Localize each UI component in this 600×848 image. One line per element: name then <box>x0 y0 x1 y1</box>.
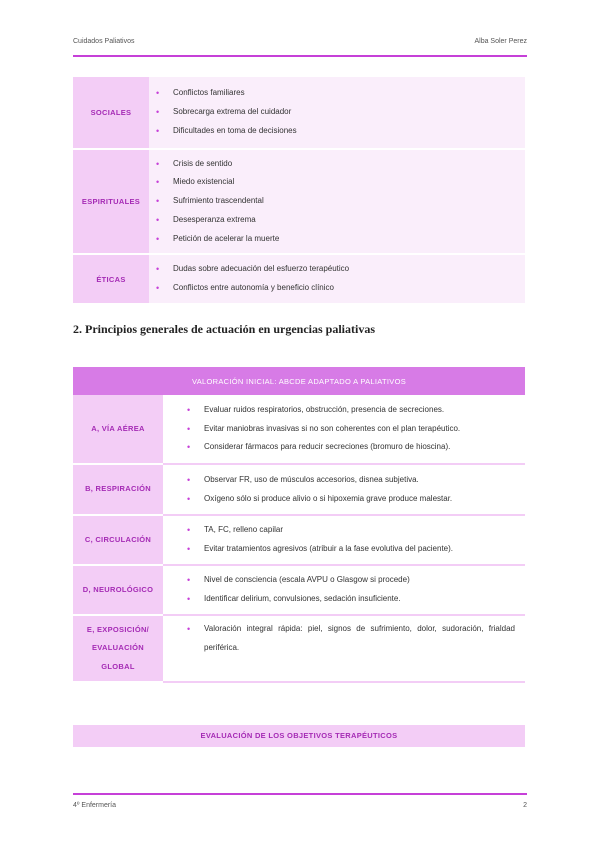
row-label <box>73 615 163 682</box>
list-item: • Identificar delirium, convulsiones, sedación insuficiente. <box>204 590 515 609</box>
list-item: • Sobrecarga extrema del cuidador <box>173 103 515 122</box>
row-content <box>163 565 525 615</box>
crisis-types-table <box>73 77 525 305</box>
list-item: • Miedo existencial <box>173 173 515 192</box>
row-content <box>163 464 525 515</box>
list-item: • Petición de acelerar la muerte <box>173 230 515 249</box>
list-item: • Oxígeno sólo si produce alivio o si hipoxemia grave produce malestar. <box>204 490 515 509</box>
row-content <box>163 615 525 682</box>
row-label-line: GLOBAL <box>101 661 135 671</box>
table-row <box>73 77 525 149</box>
row-label: ESPIRITUALES <box>73 149 149 254</box>
row-label: SOCIALES <box>73 77 149 149</box>
row-content <box>163 395 525 464</box>
table-row <box>73 515 525 565</box>
list-item: • Observar FR, uso de músculos accesorios, disnea subjetiva. <box>204 471 515 490</box>
row-content <box>163 515 525 565</box>
list-item: • Evitar tratamientos agresivos (atribuir a la fase evolutiva del paciente). <box>204 540 515 559</box>
list-item: • Valoración integral rápida: piel, signos de sufrimiento, dolor, sudoración, frialdad periférica. <box>204 620 515 658</box>
row-label: D, NEUROLÓGICO <box>73 565 163 615</box>
row-content <box>149 77 525 149</box>
table-header: VALORACIÓN INICIAL: ABCDE ADAPTADO A PALIATIVOS <box>73 367 525 395</box>
header-divider <box>73 55 527 57</box>
page-number: 2 <box>523 802 527 809</box>
row-label-line: E, EXPOSICIÓN/ <box>86 624 150 634</box>
list-item: • Dudas sobre adecuación del esfuerzo terapéutico <box>173 260 515 279</box>
table-row <box>73 615 525 682</box>
row-label: B, RESPIRACIÓN <box>73 464 163 515</box>
list-item: • Desesperanza extrema <box>173 211 515 230</box>
header-author: Alba Soler Perez <box>474 38 527 45</box>
row-content <box>149 149 525 254</box>
row-label: C, CIRCULACIÓN <box>73 515 163 565</box>
table-row <box>73 395 525 464</box>
table-row <box>73 565 525 615</box>
list-item: • Nivel de consciencia (escala AVPU o Glasgow si procede) <box>204 571 515 590</box>
footer-course: 4º Enfermería <box>73 802 117 809</box>
row-label: A, VÍA AÉREA <box>73 395 163 464</box>
list-item: • Evaluar ruidos respiratorios, obstrucción, presencia de secreciones. <box>204 401 515 420</box>
table-row <box>73 464 525 515</box>
section-title: 2. Principios generales de actuación en urgencias paliativas <box>73 322 375 336</box>
header-left-text: Cuidados Paliativos <box>73 38 135 45</box>
list-item: • TA, FC, relleno capilar <box>204 521 515 540</box>
row-label: ÉTICAS <box>73 254 149 304</box>
list-item: • Sufrimiento trascendental <box>173 192 515 211</box>
list-item: • Crisis de sentido <box>173 155 515 174</box>
list-item: • Dificultades en toma de decisiones <box>173 122 515 141</box>
list-item: • Evitar maniobras invasivas si no son coherentes con el plan terapéutico. <box>204 420 515 439</box>
abcde-table <box>73 367 525 683</box>
row-content <box>149 254 525 304</box>
table-row <box>73 149 525 254</box>
footer-divider <box>73 793 527 795</box>
objectives-header: EVALUACIÓN DE LOS OBJETIVOS TERAPÉUTICOS <box>73 725 525 747</box>
list-item: • Considerar fármacos para reducir secreciones (bromuro de hioscina). <box>204 438 515 457</box>
list-item: • Conflictos familiares <box>173 84 515 103</box>
list-item: • Conflictos entre autonomía y beneficio clínico <box>173 279 515 298</box>
row-label-line: EVALUACIÓN <box>91 643 145 653</box>
table-row <box>73 254 525 304</box>
